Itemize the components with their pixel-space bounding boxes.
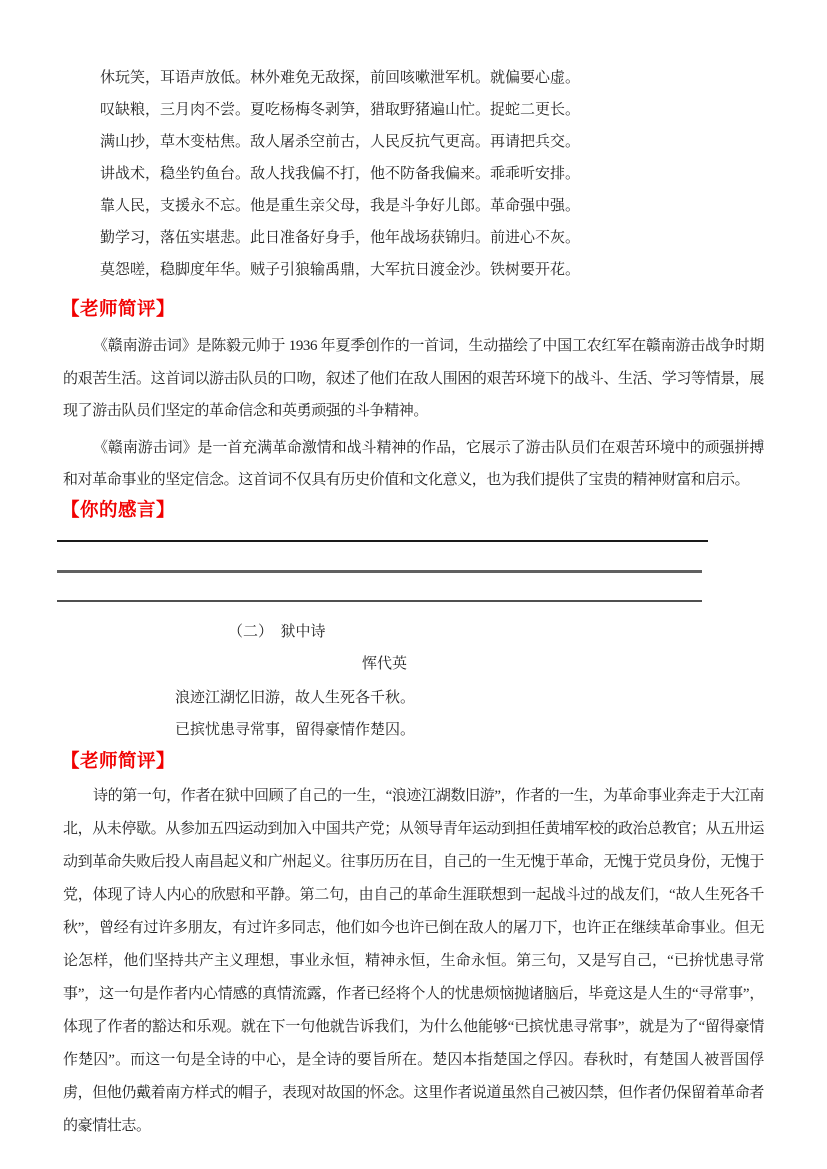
poem-line: 满山抄，草木变枯焦。敌人屠杀空前古，人民反抗气更高。再请把兵交。 (100, 134, 581, 150)
poem-line: 讲战术，稳坐钓鱼台。敌人找我偏不打，他不防备我偏来。乖乖听安排。 (100, 166, 581, 182)
poem2-author: 恽代英 (362, 655, 408, 672)
teacher-review-heading-1: 【老师简评】 (61, 298, 176, 319)
poem-line: 已摈忧患寻常事，留得豪情作楚囚。 (175, 721, 416, 738)
answer-line-3[interactable] (57, 573, 702, 602)
your-comment-heading: 【你的感言】 (61, 498, 176, 520)
answer-line-2[interactable] (57, 542, 702, 573)
poem-line: 勤学习，落伍实堪悲。此日准备好身手，他年战场获锦归。前进心不灰。 (100, 230, 581, 246)
poem-line: 休玩笑，耳语声放低。林外难免无敌探，前回咳嗽泄军机。就偏要心虚。 (100, 70, 581, 86)
review1-paragraph-1: 《赣南游击词》是陈毅元帅于 1936 年夏季创作的一首词，生动描绘了中国工农红军在赣南游击战争时期的艰苦生活。这首词以游击队员的口吻，叙述了他们在敌人围困的艰苦环境下的战斗、生活、学习等情景，展现了游击队员们坚定的革命信念和英勇顽强的斗争精神。 (63, 338, 764, 419)
review2-paragraph: 诗的第一句，作者在狱中回顾了自己的一生，“浪迹江湖数旧游”，作者的一生，为革命事业奔走于大江南北，从未停歇。从参加五四运动到加入中国共产党；从领导青年运动到担任黄埔军校的政治总教官；从五卅运动到革命失败后投人南昌起义和广州起义。往事历历在目，自己的一生无愧于革命，无愧于党员身份，无愧于党，体现了诗人内心的欣慰和平静。第二句，由自己的革命生涯联想到一起战斗过的战友们，“故人生死各千秋”，曾经有过许多朋友，有过许多同志，他们如今也许已倒在敌人的屠刀下，也许正在继续革命事业。但无论怎样，他们坚持共产主义理想，事业永恒，精神永恒，生命永恒。第三句，又是写自己，“已拚忧患寻常事”，这一句是作者内心情感的真情流露，作者已经将个人的忧患烦恼抛诸脑后，毕竟这是人生的“寻常事”，体现了作者的豁达和乐观。就在下一句他就告诉我们，为什么他能够“已摈忧患寻常事”，就是为了“留得豪情作楚囚”。而这一句是全诗的中心，是全诗的要旨所在。楚囚本指楚国之俘囚。春秋时，有楚国人被晋国俘虏，但他仍戴着南方样式的帽子，表现对故国的怀念。这里作者说道虽然自己被囚禁，但作者仍保留着革命者的豪情壮志。 (63, 787, 764, 1134)
poem-line: 叹缺粮，三月肉不尝。夏吃杨梅冬剥笋，猎取野猪遍山忙。捉蛇二更长。 (100, 102, 581, 118)
poem2-section-title: （二） 狱中诗 (228, 623, 326, 640)
poem-yuzhongshi (175, 682, 827, 746)
poem-gannan-youjici (100, 62, 763, 286)
poem-line: 莫怨嗟，稳脚度年华。贼子引狼输禹鼎，大军抗日渡金沙。铁树要开花。 (100, 262, 581, 278)
teacher-review-heading-2: 【老师简评】 (61, 749, 176, 771)
poem-line: 浪迹江湖忆旧游，故人生死各千秋。 (175, 689, 416, 706)
poem-line: 靠人民，支援永不忘。他是重生亲父母，我是斗争好儿郎。革命强中强。 (100, 198, 581, 214)
answer-blanks (57, 521, 708, 602)
review1-paragraph-2: 《赣南游击词》是一首充满革命激情和战斗精神的作品，它展示了游击队员们在艰苦环境中的顽强拼搏和对革命事业的坚定信念。这首词不仅具有历史价值和文化意义，也为我们提供了宝贵的精神财富和启示。 (63, 439, 764, 488)
answer-line-1[interactable] (57, 521, 708, 542)
